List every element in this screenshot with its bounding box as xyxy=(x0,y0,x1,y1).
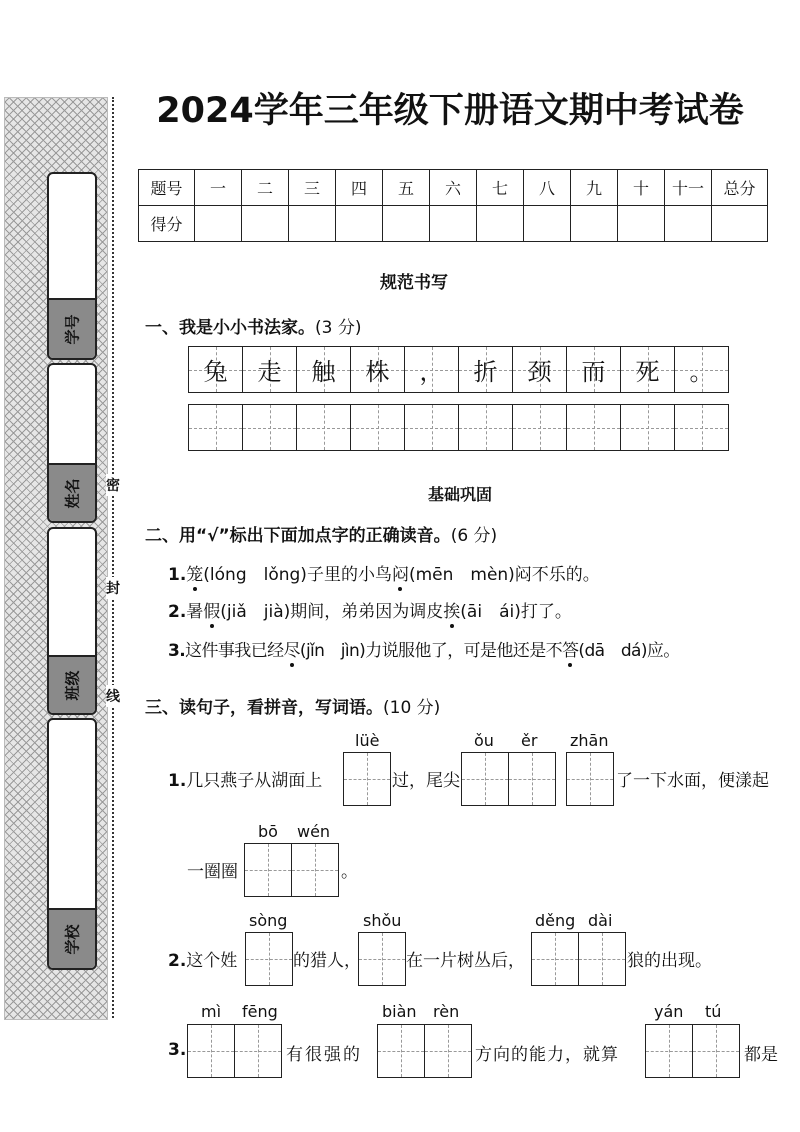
tian-cell: 而 xyxy=(567,347,621,392)
dotted-char: 答 xyxy=(562,636,578,661)
write-cell[interactable] xyxy=(462,753,509,805)
student-name-field[interactable] xyxy=(47,363,97,523)
tian-answer-cell[interactable] xyxy=(243,405,297,450)
q3-s3-text-b: 方向的能力，就算 xyxy=(475,1045,619,1065)
dotted-char: 闷 xyxy=(392,560,409,585)
q2-heading-text: 二、用“√”标出下面加点字的正确读音。 xyxy=(145,526,451,546)
class-label: 班级 xyxy=(49,655,95,713)
write-cell[interactable] xyxy=(235,1025,281,1077)
score-cell[interactable] xyxy=(383,206,430,242)
student-number-field[interactable] xyxy=(47,172,97,360)
score-cell[interactable] xyxy=(336,206,383,242)
q3-s3-number: 3. xyxy=(168,1040,187,1060)
score-cell[interactable] xyxy=(477,206,524,242)
score-cell[interactable] xyxy=(618,206,665,242)
answer-box-1char[interactable] xyxy=(566,752,614,806)
tian-cell: 。 xyxy=(675,347,728,392)
score-header-cell: 九 xyxy=(571,170,618,206)
class-field[interactable] xyxy=(47,527,97,715)
tian-cell: 颈 xyxy=(513,347,567,392)
score-header-cell: 总分 xyxy=(712,170,768,206)
copy-grid-answer[interactable] xyxy=(188,404,729,451)
write-cell[interactable] xyxy=(378,1025,425,1077)
q3-heading xyxy=(145,693,440,718)
section-title-writing: 规范书写 xyxy=(380,273,448,293)
student-name-label: 姓名 xyxy=(49,463,95,521)
pinyin: wén xyxy=(297,822,331,841)
pinyin: ěr xyxy=(521,731,538,750)
pinyin: rèn xyxy=(433,1002,460,1021)
pinyin: fēng xyxy=(242,1002,278,1021)
write-cell[interactable] xyxy=(245,844,292,896)
tian-answer-cell[interactable] xyxy=(513,405,567,450)
school-field[interactable] xyxy=(47,718,97,970)
score-header-cell: 八 xyxy=(524,170,571,206)
pinyin: mì xyxy=(201,1002,222,1021)
q3-s3-text-a: 有很强的 xyxy=(286,1045,362,1065)
answer-box-1char[interactable] xyxy=(358,932,406,986)
write-cell[interactable] xyxy=(344,753,390,805)
tian-cell: 折 xyxy=(459,347,513,392)
pinyin: yán xyxy=(654,1002,684,1021)
tian-answer-cell[interactable] xyxy=(189,405,243,450)
dotted-char: 笼 xyxy=(186,560,203,585)
write-cell[interactable] xyxy=(567,753,613,805)
pinyin: tú xyxy=(705,1002,722,1021)
q3-score: (10 分) xyxy=(383,698,441,718)
write-cell[interactable] xyxy=(509,753,555,805)
q3-s1-text-c: 了一下水面，便漾起 xyxy=(616,771,769,791)
tian-cell: 走 xyxy=(243,347,297,392)
q3-heading-text: 三、读句子，看拼音，写词语。 xyxy=(145,698,383,718)
tian-answer-cell[interactable] xyxy=(675,405,728,450)
tian-cell: 死 xyxy=(621,347,675,392)
pinyin: biàn xyxy=(382,1002,417,1021)
copy-grid-model xyxy=(188,346,729,393)
q2-item-3: 3.这件事我已经尽(jǐn jìn)力说服他了，可是他还是不答(dā dá)应。 xyxy=(168,636,680,661)
pinyin: bō xyxy=(258,822,278,841)
pinyin: zhān xyxy=(570,731,609,750)
score-header-cell: 十一 xyxy=(665,170,712,206)
score-header-cell: 一 xyxy=(195,170,242,206)
page-title: 2024学年三年级下册语文期中考试卷 xyxy=(156,91,744,131)
answer-box-2char[interactable] xyxy=(531,932,626,986)
q3-s3-text-c: 都是 xyxy=(744,1045,778,1065)
dotted-char: 挨 xyxy=(443,597,460,622)
write-cell[interactable] xyxy=(579,933,625,985)
score-table-header-row xyxy=(139,170,768,206)
tian-answer-cell[interactable] xyxy=(621,405,675,450)
pinyin: sòng xyxy=(249,911,288,930)
score-cell[interactable] xyxy=(665,206,712,242)
q3-s2-text-a: 2.这个姓 xyxy=(168,951,238,971)
pinyin: lüè xyxy=(355,731,380,750)
write-cell[interactable] xyxy=(188,1025,235,1077)
seal-dotted-line xyxy=(112,97,114,1018)
score-header-cell: 六 xyxy=(430,170,477,206)
score-header-cell: 十 xyxy=(618,170,665,206)
tian-cell: 兔 xyxy=(189,347,243,392)
pinyin: shǒu xyxy=(363,911,402,930)
write-cell[interactable] xyxy=(532,933,579,985)
write-cell[interactable] xyxy=(359,933,405,985)
tian-answer-cell[interactable] xyxy=(567,405,621,450)
seal-char-feng: 封 xyxy=(106,577,120,599)
answer-box-2char[interactable] xyxy=(377,1024,472,1078)
write-cell[interactable] xyxy=(646,1025,693,1077)
score-cell[interactable] xyxy=(571,206,618,242)
score-table-score-row xyxy=(139,206,768,242)
q1-heading-text: 一、我是小小书法家。 xyxy=(145,318,315,338)
score-cell[interactable] xyxy=(430,206,477,242)
score-cell[interactable] xyxy=(712,206,768,242)
answer-box-2char[interactable] xyxy=(645,1024,740,1078)
q3-s1-text-a: 1.几只燕子从湖面上 xyxy=(168,771,323,791)
answer-box-2char[interactable] xyxy=(187,1024,282,1078)
tian-cell: ， xyxy=(405,347,459,392)
score-header-cell: 三 xyxy=(289,170,336,206)
score-row-label: 得分 xyxy=(139,206,195,242)
score-header-cell: 二 xyxy=(242,170,289,206)
answer-box-1char[interactable] xyxy=(343,752,391,806)
score-cell[interactable] xyxy=(289,206,336,242)
answer-box-1char[interactable] xyxy=(245,932,293,986)
answer-box-2char[interactable] xyxy=(244,843,339,897)
q2-item-1: 1.笼(lóng lǒng)子里的小鸟闷(mēn mèn)闷不乐的。 xyxy=(168,560,600,585)
q3-s1-text-e: 。 xyxy=(341,862,358,882)
seal-char-mi: 密 xyxy=(106,474,120,496)
student-number-label: 学号 xyxy=(49,298,95,358)
write-cell[interactable] xyxy=(292,844,338,896)
score-header-cell: 四 xyxy=(336,170,383,206)
answer-box-2char[interactable] xyxy=(461,752,556,806)
score-header-cell: 七 xyxy=(477,170,524,206)
score-header-cell: 题号 xyxy=(139,170,195,206)
tian-answer-cell[interactable] xyxy=(405,405,459,450)
tian-cell: 株 xyxy=(351,347,405,392)
seal-char-xian: 线 xyxy=(106,685,120,707)
q2-item-2: 2.暑假(jiǎ jià)期间，弟弟因为调皮挨(āi ái)打了。 xyxy=(168,597,572,622)
section-title-basics: 基础巩固 xyxy=(428,485,493,504)
pinyin: ǒu xyxy=(474,731,494,750)
tian-answer-cell[interactable] xyxy=(297,405,351,450)
tian-cell: 触 xyxy=(297,347,351,392)
q3-s2-text-d: 狼的出现。 xyxy=(627,951,712,971)
dotted-char: 假 xyxy=(203,597,220,622)
school-label: 学校 xyxy=(49,908,95,968)
write-cell[interactable] xyxy=(425,1025,471,1077)
tian-answer-cell[interactable] xyxy=(459,405,513,450)
q3-s1-text-b: 过，尾尖 xyxy=(392,771,460,791)
score-cell[interactable] xyxy=(524,206,571,242)
q3-s1-text-d: 一圈圈 xyxy=(187,862,238,882)
q2-heading xyxy=(145,521,497,546)
dotted-char: 尽 xyxy=(284,636,300,661)
pinyin: dài xyxy=(588,911,613,930)
tian-answer-cell[interactable] xyxy=(351,405,405,450)
score-table xyxy=(138,169,768,242)
score-cell[interactable] xyxy=(242,206,289,242)
pinyin: děng xyxy=(535,911,576,930)
q1-score: (3 分) xyxy=(315,318,362,338)
write-cell[interactable] xyxy=(246,933,292,985)
q1-heading xyxy=(145,313,361,338)
q3-s2-text-b: 的猎人， xyxy=(293,951,361,971)
write-cell[interactable] xyxy=(693,1025,739,1077)
q3-s2-text-c: 在一片树丛后， xyxy=(406,951,525,971)
score-cell[interactable] xyxy=(195,206,242,242)
q2-score: (6 分) xyxy=(450,526,498,546)
score-header-cell: 五 xyxy=(383,170,430,206)
